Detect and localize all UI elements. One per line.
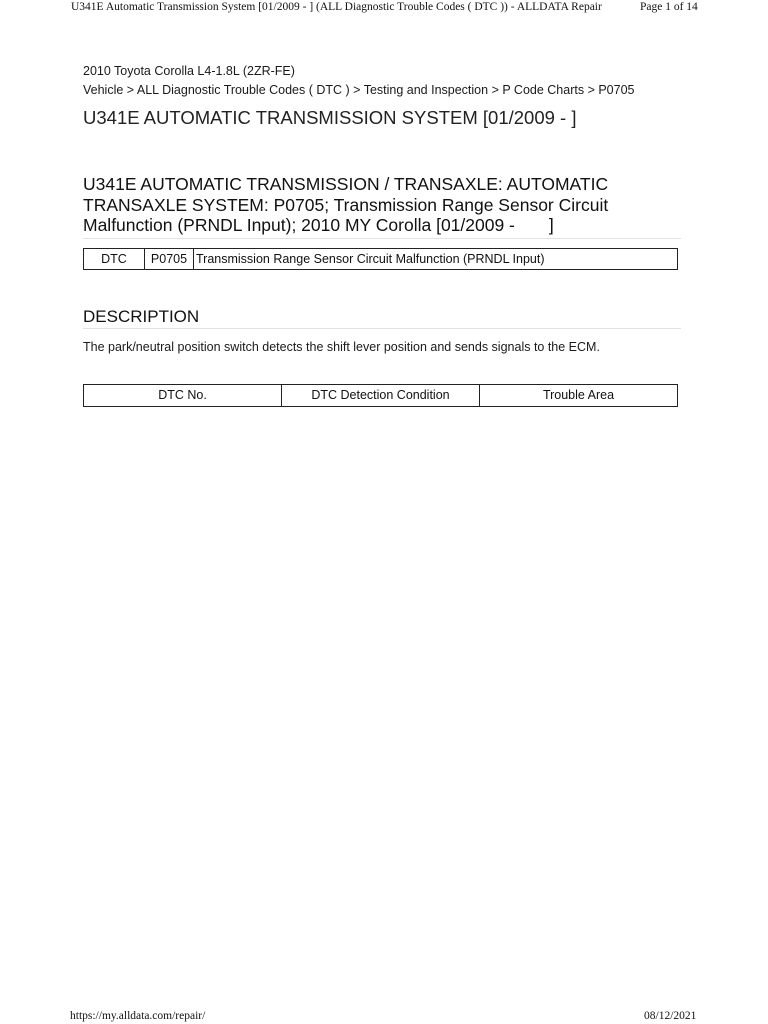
system-title: U341E AUTOMATIC TRANSMISSION SYSTEM [01/2009 - ] [83, 107, 577, 128]
print-header [0, 0, 768, 18]
column-header-detection-condition: DTC Detection Condition [282, 384, 480, 406]
print-header-page-number: Page 1 of 14 [640, 1, 698, 13]
column-header-dtc-no: DTC No. [84, 384, 282, 406]
dtc-summary-table [83, 248, 678, 270]
table-header-row [84, 384, 678, 406]
description-heading: DESCRIPTION [83, 307, 681, 329]
dtc-detection-table [83, 384, 678, 407]
print-header-title: U341E Automatic Transmission System [01/2009 - ] (ALL Diagnostic Trouble Codes ( DTC )) - ALLDATA Repair [71, 1, 602, 13]
table-row [84, 248, 678, 269]
print-footer-date: 08/12/2021 [644, 1010, 697, 1022]
dtc-code-cell: P0705 [145, 248, 194, 269]
description-text: The park/neutral position switch detects the shift lever position and sends signals to the ECM. [83, 339, 600, 354]
vehicle-info: 2010 Toyota Corolla L4-1.8L (2ZR-FE) [83, 64, 295, 78]
document-content [83, 62, 683, 407]
breadcrumb: Vehicle > ALL Diagnostic Trouble Codes ( DTC ) > Testing and Inspection > P Code Charts > P0705 [83, 83, 635, 97]
column-header-trouble-area: Trouble Area [480, 384, 678, 406]
dtc-description-cell: Transmission Range Sensor Circuit Malfunction (PRNDL Input) [194, 248, 678, 269]
print-footer-url: https://my.alldata.com/repair/ [70, 1010, 206, 1022]
dtc-label-cell: DTC [84, 248, 145, 269]
document-title: U341E AUTOMATIC TRANSMISSION / TRANSAXLE: AUTOMATIC TRANSAXLE SYSTEM: P0705; Transmission Range Sensor Circuit Malfunction (PRNDL Input); 2010 MY Corolla [01/2009 - ] [83, 174, 681, 239]
